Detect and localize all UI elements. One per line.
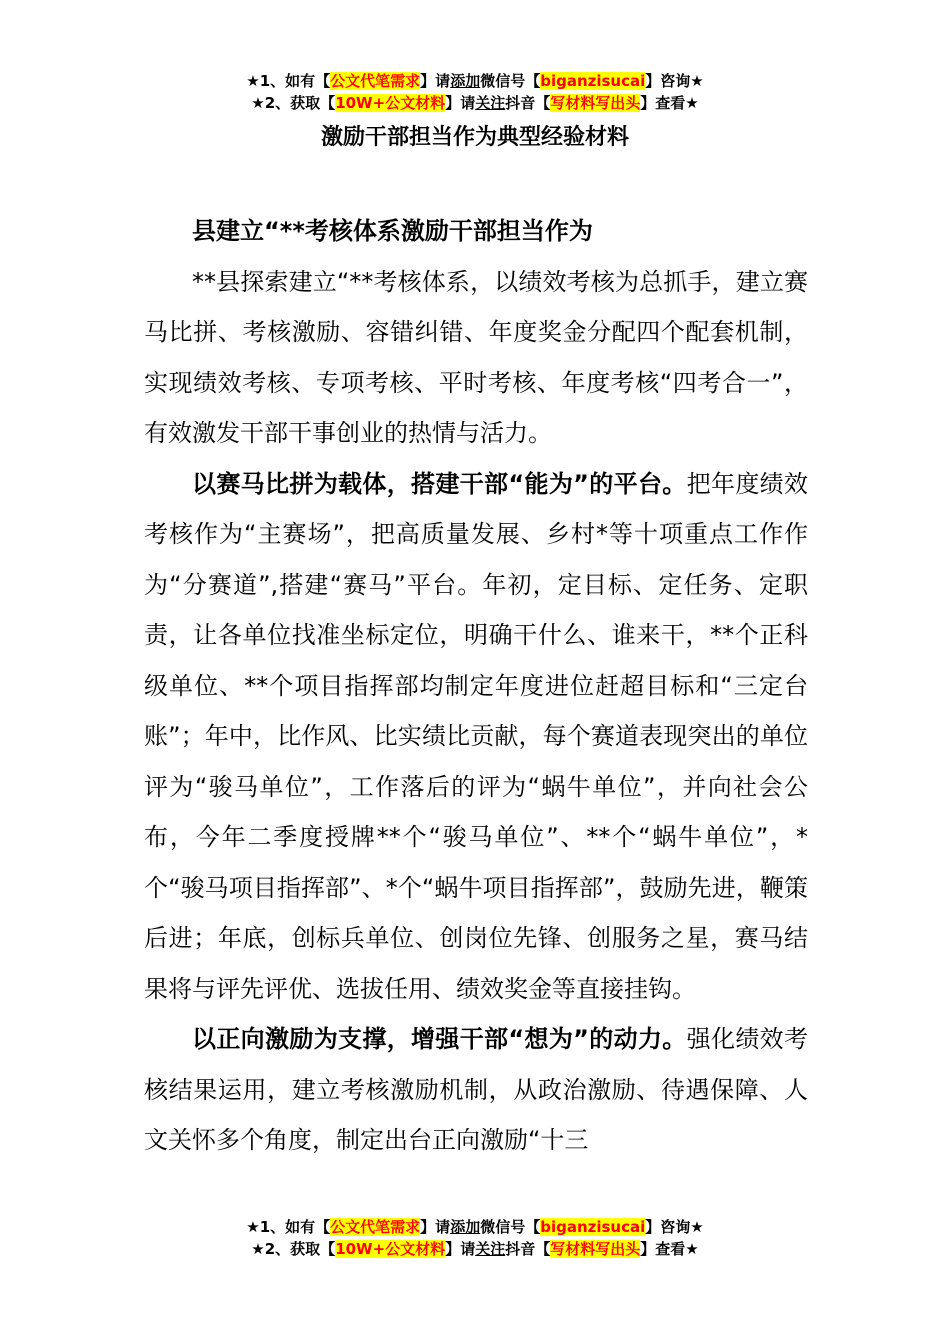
promo-line-1: ★1、如有【公文代笔需求】请添加微信号【biganzisucai】咨询★ <box>246 72 704 90</box>
promo-line-2: ★2、获取【10W+公文材料】请关注抖音【写材料写出头】查看★ <box>251 94 699 112</box>
promo-highlight: 公文代笔需求 <box>330 1218 421 1236</box>
document-title: 激励干部担当作为典型经验材料 <box>320 125 629 150</box>
promo-highlight: 10W+公文材料 <box>335 94 446 112</box>
section-subheading: 县建立“**考核体系激励干部担当作为 <box>192 217 593 245</box>
paragraph-text: 强化绩效考核结果运用，建立考核激励机制，从政治激励、待遇保障、人文关怀多个角度，制定出台正向激励“十三 <box>144 1025 808 1154</box>
paragraph-lead: 以赛马比拼为载体，搭建干部“能为”的平台。 <box>192 469 687 498</box>
promo-highlight: 公文代笔需求 <box>330 72 421 90</box>
promo-line-2: ★2、获取【10W+公文材料】请关注抖音【写材料写出头】查看★ <box>251 1240 699 1258</box>
promo-highlight: 写材料写出头 <box>550 94 641 112</box>
paragraph-lead: 以正向激励为支撑，增强干部“想为”的动力。 <box>192 1025 687 1053</box>
bottom-promo-banner <box>0 1216 950 1260</box>
body-paragraph-1 <box>144 459 808 1015</box>
top-promo-banner <box>0 70 950 114</box>
document-body <box>144 206 808 1212</box>
promo-highlight: biganzisucai <box>540 72 646 90</box>
promo-line-1: ★1、如有【公文代笔需求】请添加微信号【biganzisucai】咨询★ <box>246 1218 704 1236</box>
promo-highlight: 10W+公文材料 <box>335 1240 446 1258</box>
paragraph-text: 把年度绩效考核作为“主赛场”，把高质量发展、乡村*等十项重点工作作为“分赛道”,搭建“赛马”平台。年初，定目标、定任务、定职责，让各单位找准坐标定位，明确干什么、谁来干，**个正科级单位、**个项目指挥部均制定年度进位赶超目标和“三定台账”；年中，比作风、比实绩比贡献，每个赛道表现突出的单位评为“骏马单位”，工作落后的评为“蜗牛单位”，并向社会公布，今年二季度授牌**个“骏马单位”、**个“蜗牛单位”，*个“骏马项目指挥部”、*个“蜗牛项目指挥部”，鼓励先进，鞭策后进；年底，创标兵单位、创岗位先锋、创服务之星，赛马结果将与评先评优、选拔任用、绩效奖金等直接挂钩。 <box>144 469 808 1003</box>
body-paragraph-2 <box>144 1014 808 1166</box>
promo-highlight: 写材料写出头 <box>550 1240 641 1258</box>
promo-highlight: biganzisucai <box>540 1218 646 1236</box>
intro-paragraph: **县探索建立“**考核体系，以绩效考核为总抓手，建立赛马比拼、考核激励、容错纠错、年度奖金分配四个配套机制，实现绩效考核、专项考核、平时考核、年度考核“四考合一”，有效激发干部干事创业的热情与活力。 <box>144 267 808 447</box>
